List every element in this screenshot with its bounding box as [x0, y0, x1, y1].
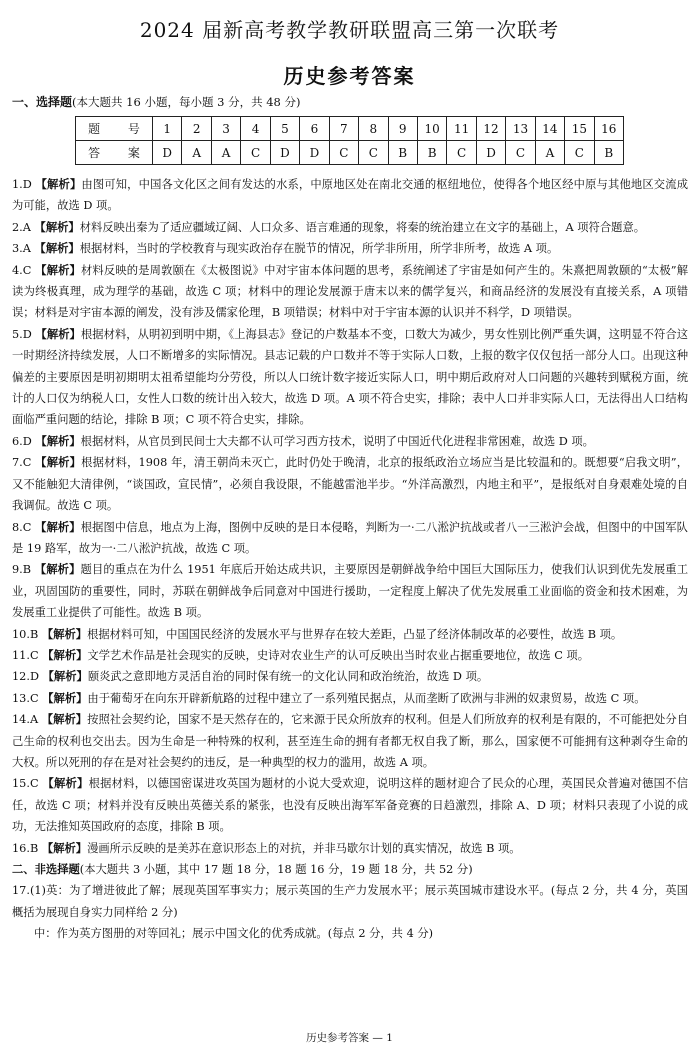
q-number: 14	[535, 117, 564, 141]
explanation-item	[12, 174, 688, 217]
q-answer: D	[476, 141, 505, 165]
q-number: 12	[476, 117, 505, 141]
analysis-tag: 【解析】	[42, 670, 88, 684]
explanation-item	[12, 838, 688, 859]
q-number: 16	[594, 117, 623, 141]
analysis-tag: 【解析】	[42, 691, 88, 705]
answer-table-answer-row	[76, 141, 624, 165]
explanation-item	[12, 688, 688, 709]
section-2-label: 二、非选择题	[12, 863, 80, 876]
item-text: 根据材料可知，中国国民经济的发展水平与世界存在较大差距，凸显了经济体制改革的必要性，故选 B 项。	[87, 627, 623, 641]
q-number: 8	[359, 117, 388, 141]
analysis-tag: 【解析】	[42, 777, 89, 791]
analysis-tag: 【解析】	[42, 648, 88, 662]
explanation-item	[12, 517, 688, 560]
q-answer: C	[447, 141, 476, 165]
analysis-tag: 【解析】	[35, 178, 82, 191]
item-text: 题目的重点在为什么 1951 年底后开始达成共识，主要原因是朝鲜战争给中国巨大国际压力，使我们认识到优先发展重工业，巩固国防的重要性，同时，苏联在朝鲜战争后同意对中国进行援助，一定程度上解决了优先发展重工业面临的资金和技术困难，为发展重工业提供了可能性。故选 B 项。	[12, 563, 689, 620]
analysis-tag: 【解析】	[35, 520, 81, 534]
q-answer: A	[182, 141, 211, 165]
item-text: 材料反映出秦为了适应疆域辽阔、人口众多、语言难通的现象，将秦的统治建立在文字的基础上，A 项符合题意。	[79, 220, 646, 234]
q-answer: C	[565, 141, 594, 165]
item-number: 10.B	[12, 627, 39, 641]
explanation-item	[12, 666, 688, 687]
q-number: 13	[506, 117, 535, 141]
q-number: 15	[565, 117, 594, 141]
q-answer: D	[300, 141, 329, 165]
item-text: 由图可知，中国各文化区之间有发达的水系，中原地区处在南北交通的枢纽地位，使得各个地区经中原与其他地区交流成为可能，故选 D 项。	[12, 178, 688, 213]
item-number: 8.C	[12, 520, 32, 534]
q-answer: C	[241, 141, 270, 165]
item-number: 9.B	[12, 563, 32, 577]
q17-part2: 中：作为英方图册的对等回礼；展示中国文化的优秀成就。(每点 2 分，共 4 分)	[34, 927, 434, 941]
answer-table	[75, 116, 624, 165]
q-answer: C	[506, 141, 535, 165]
item-text: 由于葡萄牙在向东开辟新航路的过程中建立了一系列殖民据点，从而垄断了欧洲与非洲的奴隶贸易，故选 C 项。	[87, 691, 646, 705]
row-label-number: 题 号	[76, 117, 153, 141]
explanations-list	[12, 174, 688, 945]
q-answer: A	[211, 141, 240, 165]
q-number: 2	[182, 117, 211, 141]
section-1-heading	[12, 93, 301, 110]
analysis-tag: 【解析】	[35, 434, 81, 448]
analysis-tag: 【解析】	[35, 327, 81, 341]
item-number: 13.C	[12, 691, 39, 705]
item-text: 根据材料，当时的学校教育与现实政治存在脱节的情况，所学非所用，所学非所考，故选 A 项。	[79, 242, 559, 256]
item-number: 1.D	[12, 178, 32, 191]
q-number: 11	[447, 117, 476, 141]
explanation-item	[12, 431, 688, 452]
analysis-tag: 【解析】	[41, 627, 88, 641]
section-2-heading	[12, 859, 688, 880]
q-answer: D	[270, 141, 299, 165]
q-number: 1	[153, 117, 182, 141]
section-1-label: 一、选择题	[12, 95, 73, 109]
section-1-note: (本大题共 16 小题，每小题 3 分，共 48 分)	[72, 95, 301, 109]
item-number: 14.A	[12, 713, 39, 727]
q-number: 4	[241, 117, 270, 141]
q-number: 9	[388, 117, 417, 141]
q-answer: A	[535, 141, 564, 165]
item-text: 根据材料，从官员到民间士大夫都不认可学习西方技术，说明了中国近代化进程非常困难，故选 D 项。	[80, 434, 594, 448]
q-answer: B	[417, 141, 446, 165]
item-number: 16.B	[12, 841, 39, 855]
item-text: 漫画所示反映的是美苏在意识形态上的对抗，并非马歇尔计划的真实情况，故选 B 项。	[87, 841, 521, 855]
item-text: 文学艺术作品是社会现实的反映，史诗对农业生产的认可反映出当时农业占据重要地位，故选 C 项。	[87, 648, 590, 662]
explanation-item	[12, 624, 688, 645]
analysis-tag: 【解析】	[34, 242, 80, 256]
q-number: 7	[329, 117, 358, 141]
exam-title: 2024 届新高考教学教研联盟高三第一次联考	[139, 18, 560, 42]
explanation-item	[12, 238, 688, 259]
item-text: 按照社会契约论，国家不是天然存在的，它来源于民众所放弃的权利。但是人们所放弃的权利是有限的，不可能把处分自己生命的权利也交出去。因为生命是一种特殊的权利，甚至连生命的拥有者都无权自我了断，那么，国家便不可能拥有这种剥夺生命的大权。所以死刑的存在是对社会契约的违反，是一种典型的权力的滥用，故选 A 项。	[12, 713, 688, 769]
q-number: 6	[300, 117, 329, 141]
section-2-note: (本大题共 3 小题，其中 17 题 18 分，18 题 16 分，19 题 18 分，共 52 分)	[79, 863, 473, 876]
q-number: 10	[417, 117, 446, 141]
analysis-tag: 【解析】	[34, 220, 80, 234]
analysis-tag: 【解析】	[34, 563, 81, 577]
item-number: 5.D	[12, 327, 32, 341]
q-answer: C	[329, 141, 358, 165]
item-number: 6.D	[12, 434, 32, 448]
explanation-item	[12, 709, 688, 773]
explanation-item	[12, 217, 688, 238]
q-answer: C	[359, 141, 388, 165]
q-number: 3	[211, 117, 240, 141]
item-text: 根据材料，从明初到明中期，《上海县志》登记的户数基本不变，口数大为减少，男女性别比例严重失调，这明显不符合这一时期经济持续发展，人口不断增多的实际情况。县志记载的户口数并不等于实际人口数，上报的数字仅仅包括一部分人口。出现这种偏差的主要原因是明初期明太祖希望能均分劳役，所以人口统计数字接近实际人口，明中期后政府对人口问题的兴趣转到赋税方面，统计的人口仅为纳税人口，女性人口数的统计出入较大，故选 D 项。A 项不符合史实，排除；表中人口并非实际人口，无法得出人口结构面临严重问题的结论，排除 B 项；C 项不符合史实，排除。	[12, 327, 689, 427]
q17-part1: 17.(1)英：为了增进彼此了解；展现英国军事实力；展示英国的生产力发展水平；展示英国城市建设水平。(每点 2 分，共 4 分，英国概括为展现自身实力同样给 2 分)	[12, 884, 688, 919]
item-number: 4.C	[12, 263, 32, 277]
item-text: 根据图中信息，地点为上海，图例中反映的是日本侵略，判断为一·二八淞沪抗战或者八一三淞沪会战，但图中的中国军队是 19 路军，故为一·二八淞沪抗战，故选 C 项。	[12, 520, 688, 555]
item-number: 2.A	[12, 220, 31, 234]
answer-table-number-row	[76, 117, 624, 141]
explanation-item	[12, 559, 688, 623]
analysis-tag: 【解析】	[35, 263, 81, 277]
q-number: 5	[270, 117, 299, 141]
item-number: 3.A	[12, 242, 31, 256]
q-answer: B	[388, 141, 417, 165]
explanation-item	[12, 324, 688, 431]
explanation-item	[12, 260, 688, 324]
analysis-tag: 【解析】	[35, 456, 82, 470]
explanation-item	[12, 773, 688, 837]
explanation-item	[12, 452, 688, 516]
q-answer: B	[594, 141, 623, 165]
item-text: 颐炎武之意即地方灵活自治的同时保有统一的文化认同和政治统治，故选 D 项。	[87, 670, 489, 684]
item-number: 12.D	[12, 670, 40, 684]
item-number: 11.C	[12, 648, 39, 662]
item-number: 7.C	[12, 456, 32, 470]
analysis-tag: 【解析】	[41, 713, 88, 727]
row-label-answer: 答 案	[76, 141, 153, 165]
item-text: 材料反映的是周敦颐在《太极图说》中对宇宙本体问题的思考，系统阐述了宇宙是如何产生的。朱熹把周敦颐的“太极”解读为终极真理，成为理学的基础，故选 C 项；材料中的理论发展源于唐末以来的儒学复兴，和商品经济的发展没有直接关系，A 项错误；材料是对宇宙本源的阐发，没有涉及儒家伦理，B 项错误；材料中对于宇宙本源的认识并不科学，D 项错误。	[12, 263, 688, 320]
item-text: 根据材料，以德国密谋进攻英国为题材的小说大受欢迎，说明这样的题材迎合了民众的心理，英国民众普遍对德国不信任，故选 C 项；材料并没有反映出英德关系的紧张，也没有反映出海军军备竞赛的日趋激烈，排除 A、D 项；材料只表现了小说的成功，无法推知英国政府的态度，排除 B 项。	[12, 777, 688, 834]
item-text: 根据材料，1908 年，清王朝尚未灭亡，此时仍处于晚清，北京的报纸政治立场应当是比较温和的。既想要“启我文明”，又不能触犯大清律例，“谈国政，宣民情”，必须自我设限，不能越雷池半步。“外洋高激烈，内地主和平”，是报纸对自身艰难处境的自我调侃。故选 C 项。	[12, 456, 688, 513]
explanation-item	[12, 645, 688, 666]
page-footer: 历史参考答案 — 1	[306, 1032, 393, 1044]
analysis-tag: 【解析】	[41, 841, 88, 855]
item-number: 15.C	[12, 777, 39, 791]
q-answer: D	[153, 141, 182, 165]
answer-subtitle: 历史参考答案	[283, 64, 416, 88]
